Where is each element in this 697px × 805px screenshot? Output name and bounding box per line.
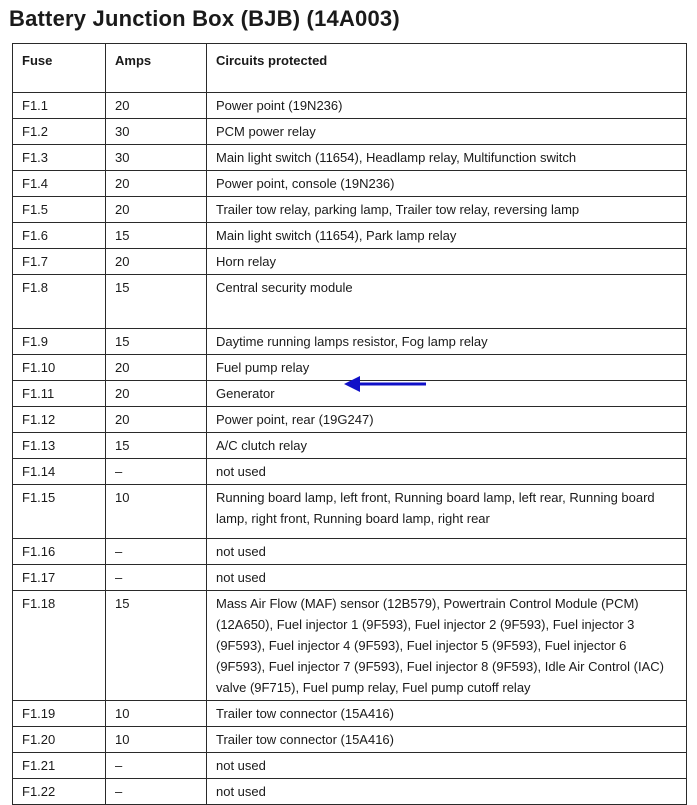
cell-circuit: Horn relay bbox=[207, 249, 687, 275]
table-row bbox=[13, 433, 687, 459]
cell-amps: 15 bbox=[106, 433, 207, 459]
table-row bbox=[13, 485, 687, 539]
cell-fuse: F1.12 bbox=[13, 407, 106, 433]
cell-circuit: Daytime running lamps resistor, Fog lamp relay bbox=[207, 329, 687, 355]
cell-fuse: F1.9 bbox=[13, 329, 106, 355]
cell-circuit: Fuel pump relay bbox=[207, 355, 687, 381]
table-row bbox=[13, 701, 687, 727]
cell-circuit: Trailer tow relay, parking lamp, Trailer tow relay, reversing lamp bbox=[207, 197, 687, 223]
header-circuits: Circuits protected bbox=[207, 44, 687, 93]
cell-fuse: F1.6 bbox=[13, 223, 106, 249]
cell-fuse: F1.16 bbox=[13, 539, 106, 565]
table-row bbox=[13, 779, 687, 805]
cell-amps: – bbox=[106, 565, 207, 591]
table-header-row bbox=[13, 44, 687, 93]
cell-circuit: not used bbox=[207, 459, 687, 485]
cell-circuit: Running board lamp, left front, Running board lamp, left rear, Running board lamp, right front, Running board lamp, right rear bbox=[207, 485, 687, 539]
cell-fuse: F1.7 bbox=[13, 249, 106, 275]
cell-amps: 10 bbox=[106, 727, 207, 753]
cell-circuit: not used bbox=[207, 753, 687, 779]
table-row bbox=[13, 93, 687, 119]
cell-amps: – bbox=[106, 459, 207, 485]
table-row bbox=[13, 197, 687, 223]
cell-amps: 10 bbox=[106, 485, 207, 539]
cell-fuse: F1.13 bbox=[13, 433, 106, 459]
left-arrow-icon bbox=[344, 375, 428, 393]
cell-amps: 20 bbox=[106, 407, 207, 433]
cell-fuse: F1.8 bbox=[13, 275, 106, 329]
cell-amps: – bbox=[106, 539, 207, 565]
cell-circuit: A/C clutch relay bbox=[207, 433, 687, 459]
cell-amps: – bbox=[106, 779, 207, 805]
table-row bbox=[13, 249, 687, 275]
cell-fuse: F1.4 bbox=[13, 171, 106, 197]
cell-fuse: F1.22 bbox=[13, 779, 106, 805]
table-row bbox=[13, 145, 687, 171]
cell-fuse: F1.18 bbox=[13, 591, 106, 701]
cell-fuse: F1.14 bbox=[13, 459, 106, 485]
cell-fuse: F1.2 bbox=[13, 119, 106, 145]
cell-amps: 30 bbox=[106, 119, 207, 145]
cell-amps: 20 bbox=[106, 197, 207, 223]
cell-circuit: Power point, console (19N236) bbox=[207, 171, 687, 197]
cell-circuit: Main light switch (11654), Park lamp relay bbox=[207, 223, 687, 249]
cell-amps: 20 bbox=[106, 381, 207, 407]
table-row bbox=[13, 539, 687, 565]
cell-amps: 20 bbox=[106, 93, 207, 119]
table-row bbox=[13, 459, 687, 485]
cell-amps: 15 bbox=[106, 223, 207, 249]
table-row bbox=[13, 275, 687, 329]
cell-circuit: not used bbox=[207, 565, 687, 591]
table-row bbox=[13, 591, 687, 701]
cell-amps: 15 bbox=[106, 275, 207, 329]
cell-circuit: not used bbox=[207, 779, 687, 805]
cell-circuit: Mass Air Flow (MAF) sensor (12B579), Powertrain Control Module (PCM) (12A650), Fuel injector 1 (9F593), Fuel injector 2 (9F593), Fuel injector 3 (9F593), Fuel injector 4 (9F593), Fuel injector 5 (9F593), Fuel injector 6 (9F593), Fuel injector 7 (9F593), Fuel injector 8 (9F593), Idle Air Control (IAC) valve (9F715), Fuel pump relay, Fuel pump cutoff relay bbox=[207, 591, 687, 701]
cell-fuse: F1.10 bbox=[13, 355, 106, 381]
cell-amps: 15 bbox=[106, 329, 207, 355]
cell-circuit: Generator bbox=[207, 381, 687, 407]
cell-fuse: F1.21 bbox=[13, 753, 106, 779]
table-row bbox=[13, 329, 687, 355]
page-title: Battery Junction Box (BJB) (14A003) bbox=[9, 6, 400, 31]
cell-circuit: Trailer tow connector (15A416) bbox=[207, 701, 687, 727]
table-row bbox=[13, 407, 687, 433]
cell-fuse: F1.11 bbox=[13, 381, 106, 407]
cell-fuse: F1.15 bbox=[13, 485, 106, 539]
cell-amps: 10 bbox=[106, 701, 207, 727]
cell-fuse: F1.20 bbox=[13, 727, 106, 753]
cell-amps: 20 bbox=[106, 249, 207, 275]
header-fuse: Fuse bbox=[13, 44, 106, 93]
cell-circuit: Central security module bbox=[207, 275, 687, 329]
cell-circuit: Power point, rear (19G247) bbox=[207, 407, 687, 433]
table-row bbox=[13, 171, 687, 197]
cell-amps: 20 bbox=[106, 355, 207, 381]
header-amps: Amps bbox=[106, 44, 207, 93]
cell-circuit: not used bbox=[207, 539, 687, 565]
table-row bbox=[13, 565, 687, 591]
cell-circuit: PCM power relay bbox=[207, 119, 687, 145]
cell-fuse: F1.3 bbox=[13, 145, 106, 171]
cell-amps: – bbox=[106, 753, 207, 779]
cell-amps: 20 bbox=[106, 171, 207, 197]
fuse-table-container bbox=[12, 43, 686, 805]
cell-circuit: Power point (19N236) bbox=[207, 93, 687, 119]
cell-circuit: Trailer tow connector (15A416) bbox=[207, 727, 687, 753]
cell-fuse: F1.17 bbox=[13, 565, 106, 591]
cell-fuse: F1.1 bbox=[13, 93, 106, 119]
table-row bbox=[13, 223, 687, 249]
table-row bbox=[13, 753, 687, 779]
cell-circuit: Main light switch (11654), Headlamp relay, Multifunction switch bbox=[207, 145, 687, 171]
cell-fuse: F1.5 bbox=[13, 197, 106, 223]
fuse-table bbox=[12, 43, 687, 805]
cell-amps: 15 bbox=[106, 591, 207, 701]
cell-fuse: F1.19 bbox=[13, 701, 106, 727]
table-row bbox=[13, 727, 687, 753]
cell-amps: 30 bbox=[106, 145, 207, 171]
table-row bbox=[13, 119, 687, 145]
